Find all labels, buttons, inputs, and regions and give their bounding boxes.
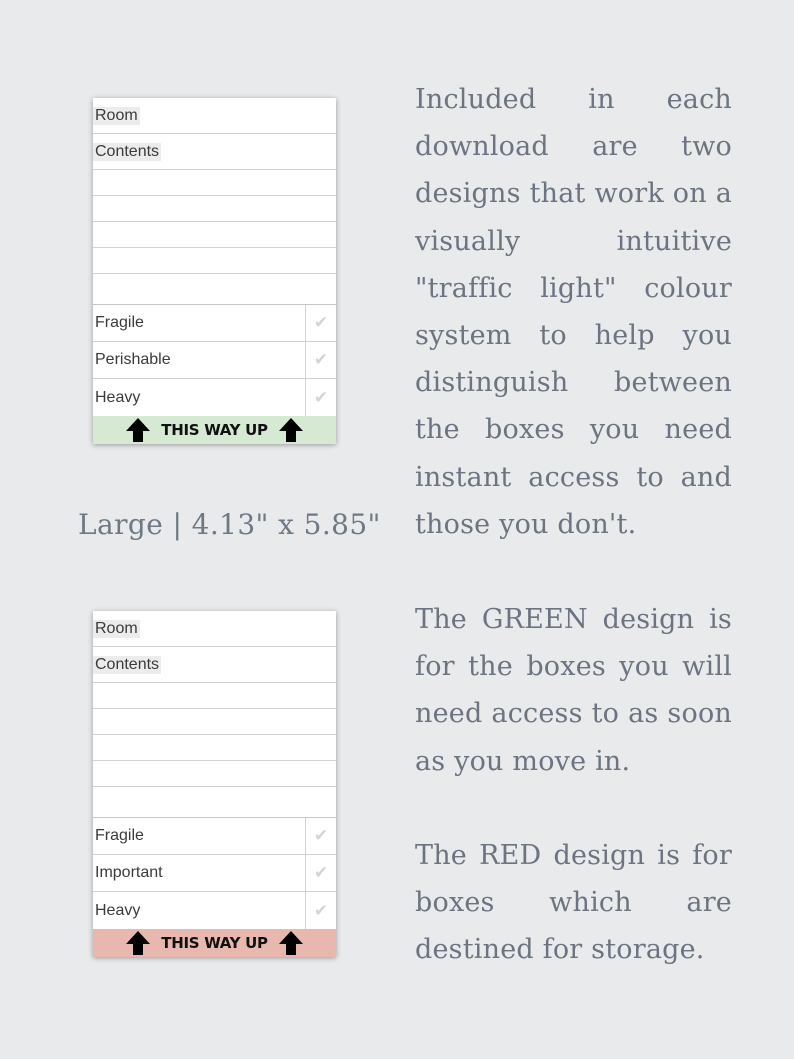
checkmark-icon: ✔: [305, 818, 336, 854]
green-design-paragraph: The GREEN design is for the boxes you will need access to as soon as you move in.: [415, 604, 732, 777]
room-label: Room: [95, 619, 138, 637]
checkmark-icon: ✔: [305, 892, 336, 929]
checkmark-icon: ✔: [305, 379, 336, 416]
blank-line: [93, 196, 336, 222]
up-arrow-icon: [125, 930, 151, 956]
room-label: Room: [95, 106, 138, 124]
blank-line: [93, 248, 336, 274]
checkmark-icon: ✔: [305, 305, 336, 341]
check-label: Important: [95, 864, 163, 881]
blank-line: [93, 170, 336, 196]
banner-text: THIS WAY UP: [161, 934, 268, 952]
contents-row: [93, 647, 336, 683]
blank-line: [93, 735, 336, 761]
check-label: Fragile: [95, 827, 144, 844]
contents-row: [93, 134, 336, 170]
banner-text: THIS WAY UP: [161, 421, 268, 439]
blank-line: [93, 787, 336, 818]
up-arrow-icon: [278, 417, 304, 443]
up-arrow-icon: [125, 417, 151, 443]
blank-line: [93, 222, 336, 248]
check-row-fragile: [93, 305, 336, 342]
room-row: [93, 611, 336, 647]
check-row-important: [93, 855, 336, 892]
check-row-heavy: [93, 379, 336, 416]
check-row-perishable: [93, 342, 336, 379]
check-label: Heavy: [95, 901, 141, 919]
check-label: Perishable: [95, 351, 171, 368]
this-way-up-banner: [93, 416, 336, 444]
red-design-paragraph: The RED design is for boxes which are destined for storage.: [415, 840, 732, 966]
size-caption: Large | 4.13" x 5.85": [78, 508, 381, 541]
room-row: [93, 98, 336, 134]
checkmark-icon: ✔: [305, 342, 336, 378]
check-row-heavy: [93, 892, 336, 929]
blank-line: [93, 274, 336, 305]
up-arrow-icon: [278, 930, 304, 956]
contents-label: Contents: [95, 655, 160, 673]
this-way-up-banner: [93, 929, 336, 957]
blank-line: [93, 683, 336, 709]
check-label: Heavy: [95, 388, 141, 406]
blank-line: [93, 709, 336, 735]
blank-line: [93, 761, 336, 787]
green-label-card: [93, 98, 336, 444]
contents-label: Contents: [95, 142, 160, 160]
red-label-card: [93, 611, 336, 957]
check-row-fragile: [93, 818, 336, 855]
check-label: Fragile: [95, 314, 144, 331]
intro-paragraph: Included in each download are two designs that work on a visually intuitive "traffic light" colour system to help you distinguish between the boxes you need instant access to and those you don't.: [415, 84, 732, 540]
checkmark-icon: ✔: [305, 855, 336, 891]
